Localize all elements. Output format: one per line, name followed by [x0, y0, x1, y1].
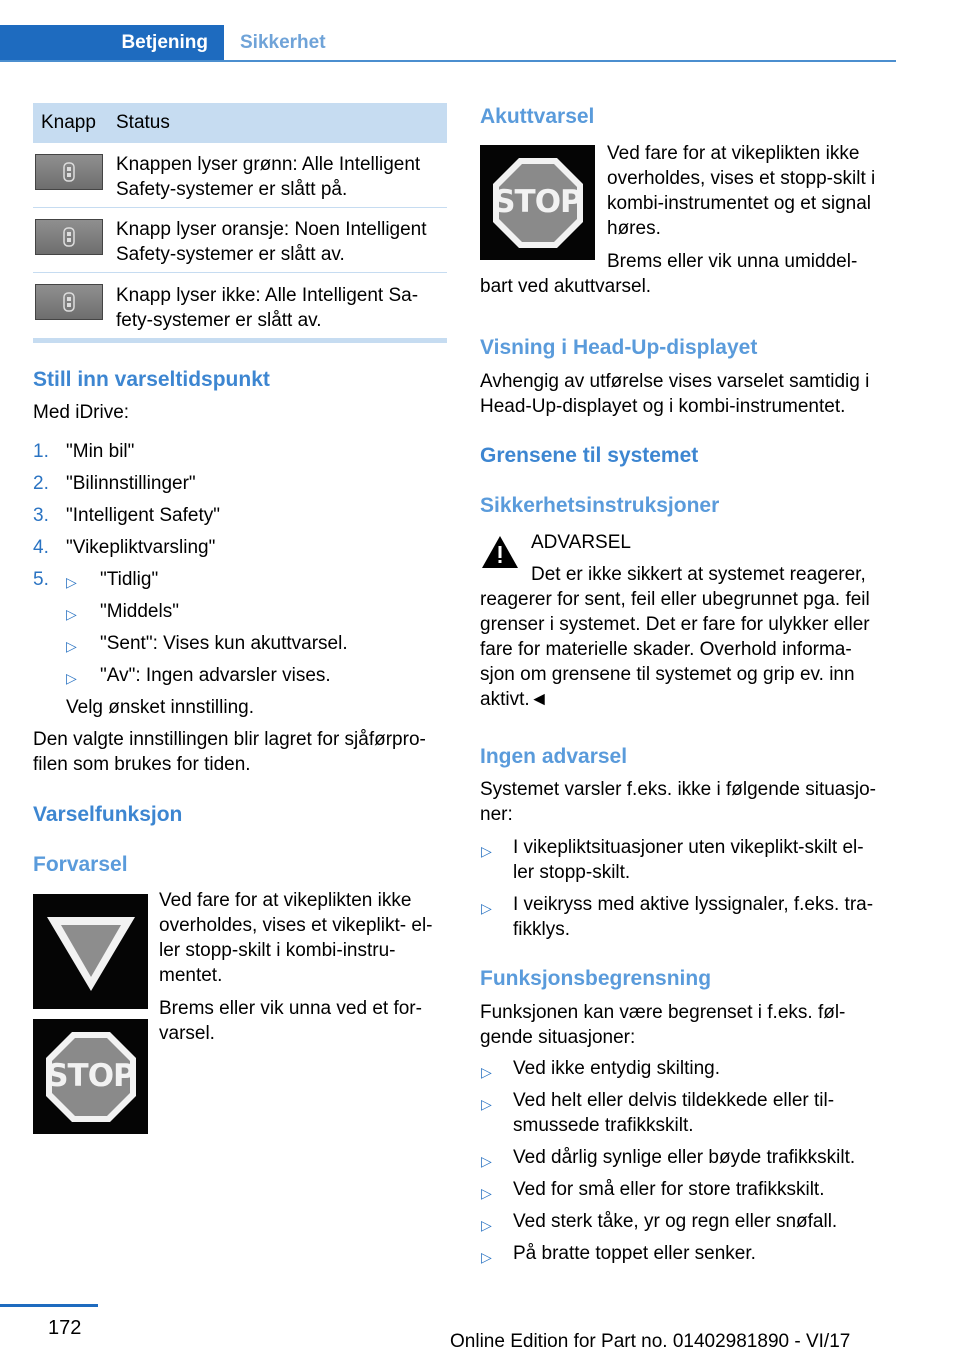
- text-line: reagerer for sent, feil eller ubegrunnet pga. feil: [480, 589, 870, 610]
- step-text: "Tidlig": [100, 569, 159, 590]
- bullet-triangle-icon: ▷: [66, 574, 77, 590]
- heading-varselfunksjon: Varselfunksjon: [33, 803, 183, 826]
- text-line: ler stopp-skilt.: [513, 862, 631, 883]
- table-row-2: [116, 217, 446, 267]
- list-item: Ved dårlig synlige eller bøyde trafikkskilt.: [513, 1147, 856, 1168]
- status-text: Knapp lyser oransje: Noen Intelligent: [116, 219, 427, 240]
- forvarsel-text: [159, 888, 433, 988]
- adv-text: [480, 587, 870, 712]
- list-item: Ved sterk tåke, yr og regn eller snøfall.: [513, 1211, 838, 1232]
- text-line: ler stopp-skilt i kombi-instru-: [159, 940, 396, 961]
- bullet-triangle-icon: ▷: [66, 606, 77, 622]
- akutt-brems-line1: Brems eller vik unna umiddel-: [607, 251, 858, 272]
- list-item: På bratte toppet eller senker.: [513, 1243, 756, 1264]
- akutt-text: [607, 141, 875, 241]
- text-line: aktivt.◄: [480, 689, 549, 710]
- text-line: grenser i systemet. Det er fare for ulykker eller: [480, 614, 870, 635]
- ingen-text: [480, 777, 876, 827]
- bullet-triangle-icon: ▷: [481, 1096, 492, 1112]
- step-text: "Intelligent Safety": [66, 505, 220, 526]
- heading-funksjonsbegrensning: Funksjonsbegrensning: [480, 967, 712, 990]
- bullet-triangle-icon: ▷: [481, 1185, 492, 1201]
- text-line: kombi-instrumentet og et signal: [607, 193, 872, 214]
- tab-betjening[interactable]: Betjening: [0, 25, 224, 61]
- text-line: sjon om grensene til systemet og grip ev. inn: [480, 664, 855, 685]
- status-text: Knappen lyser grønn: Alle Intelligent: [116, 154, 421, 175]
- step-number: 4.: [33, 537, 49, 558]
- step-text: "Vikepliktvarsling": [66, 537, 216, 558]
- text-line: smussede trafikkskilt.: [513, 1115, 694, 1136]
- text-line: filen som brukes for tiden.: [33, 754, 251, 775]
- text-line: fare for materielle skader. Overhold informa-: [480, 639, 852, 660]
- intelligent-safety-button-icon: [35, 154, 103, 190]
- text-line: overholdes, vises et vikeplikt- el-: [159, 915, 433, 936]
- bullet-triangle-icon: ▷: [481, 1153, 492, 1169]
- heading-grensene: Grensene til systemet: [480, 444, 699, 467]
- list-item: [513, 835, 864, 885]
- step-number: 5.: [33, 569, 49, 590]
- stop-sign-icon: [480, 145, 595, 260]
- table-row-3: [116, 283, 446, 333]
- warning-triangle-icon: [480, 533, 520, 573]
- text-line: Head-Up-displayet og i kombi-instrumentet.: [480, 396, 846, 417]
- table-header-status: Status: [116, 112, 170, 133]
- status-text: fety-systemer er slått av.: [116, 310, 322, 331]
- step-number: 3.: [33, 505, 49, 526]
- med-idrive: Med iDrive:: [33, 402, 130, 423]
- row-divider: [33, 207, 447, 208]
- bullet-triangle-icon: ▷: [66, 638, 77, 654]
- step-text: "Bilinnstillinger": [66, 473, 196, 494]
- sub-option: "Middels": [100, 601, 179, 622]
- text-line: varsel.: [159, 1023, 215, 1044]
- step-text: "Min bil": [66, 441, 135, 462]
- status-text: Knapp lyser ikke: Alle Intelligent Sa-: [116, 285, 419, 306]
- intelligent-safety-button-icon: [35, 284, 103, 320]
- table-row-1: [116, 152, 446, 202]
- status-text: Safety-systemer er slått av.: [116, 244, 345, 265]
- text-line: Ved fare for at vikeplikten ikke: [159, 890, 412, 911]
- text-line: overholdes, vises et stopp-skilt i: [607, 168, 876, 189]
- akutt-brems-line2: bart ved akuttvarsel.: [480, 276, 652, 297]
- text-line: Funksjonen kan være begrenset i f.eks. føl-: [480, 1002, 846, 1023]
- bullet-triangle-icon: ▷: [66, 670, 77, 686]
- header-divider: [0, 60, 896, 62]
- velg-text: Velg ønsket innstilling.: [66, 697, 254, 718]
- table-header-knapp: Knapp: [41, 112, 96, 133]
- heading-visning: Visning i Head-Up-displayet: [480, 336, 758, 359]
- text-line: I veikryss med aktive lyssignaler, f.eks. tra-: [513, 894, 874, 915]
- brems-text: [159, 996, 422, 1046]
- bullet-triangle-icon: ▷: [481, 1064, 492, 1080]
- footer-divider: [0, 1304, 98, 1307]
- text-line: I vikepliktsituasjoner uten vikeplikt-skilt el-: [513, 837, 864, 858]
- row-divider: [33, 272, 447, 273]
- text-line: Ved helt eller delvis tildekkede eller til-: [513, 1090, 835, 1111]
- tab-sikkerhet[interactable]: Sikkerhet: [240, 32, 326, 53]
- visning-text: [480, 369, 869, 419]
- bullet-triangle-icon: ▷: [481, 1217, 492, 1233]
- list-item: [513, 1088, 834, 1138]
- adv-line1: Det er ikke sikkert at systemet reagerer,: [531, 564, 866, 585]
- text-line: ner:: [480, 804, 513, 825]
- status-text: Safety-systemer er slått på.: [116, 179, 348, 200]
- yield-sign-icon: [33, 894, 148, 1009]
- heading-still-inn: Still inn varseltidspunkt: [33, 368, 270, 391]
- stop-sign-text: STOP: [46, 1058, 135, 1094]
- heading-sikkerhet: Sikkerhetsinstruksjoner: [480, 494, 720, 517]
- funksjon-text: [480, 1000, 845, 1050]
- text-line: Systemet varsler f.eks. ikke i følgende situasjo-: [480, 779, 876, 800]
- text-line: Den valgte innstillingen blir lagret for sjåførpro-: [33, 729, 426, 750]
- advarsel-label: ADVARSEL: [531, 532, 631, 553]
- step-number: 2.: [33, 473, 49, 494]
- stop-sign-icon: [33, 1019, 148, 1134]
- list-item: Ved ikke entydig skilting.: [513, 1058, 721, 1079]
- text-line: fikklys.: [513, 919, 570, 940]
- step-number: 1.: [33, 441, 49, 462]
- page-number: 172: [48, 1317, 82, 1339]
- text-line: Brems eller vik unna ved et for-: [159, 998, 422, 1019]
- table-bottom-border: [33, 338, 447, 343]
- list-item: [513, 892, 873, 942]
- text-line: gende situasjoner:: [480, 1027, 636, 1048]
- heading-ingen-advarsel: Ingen advarsel: [480, 745, 628, 768]
- stop-sign-text: STOP: [493, 184, 582, 220]
- intelligent-safety-button-icon: [35, 219, 103, 255]
- bullet-triangle-icon: ▷: [481, 1249, 492, 1265]
- sub-option: "Av": Ingen advarsler vises.: [100, 665, 331, 686]
- lagret-text: [33, 727, 426, 777]
- heading-forvarsel: Forvarsel: [33, 853, 128, 876]
- list-item: Ved for små eller for store trafikkskilt.: [513, 1179, 825, 1200]
- text-line: mentet.: [159, 965, 223, 986]
- text-line: høres.: [607, 218, 661, 239]
- edition-text: Online Edition for Part no. 01402981890 - VI/17: [450, 1331, 851, 1352]
- text-line: Avhengig av utførelse vises varselet samtidig i: [480, 371, 870, 392]
- text-line: Ved fare for at vikeplikten ikke: [607, 143, 860, 164]
- bullet-triangle-icon: ▷: [481, 843, 492, 859]
- bullet-triangle-icon: ▷: [481, 900, 492, 916]
- heading-akuttvarsel: Akuttvarsel: [480, 105, 595, 128]
- sub-option: "Sent": Vises kun akuttvarsel.: [100, 633, 348, 654]
